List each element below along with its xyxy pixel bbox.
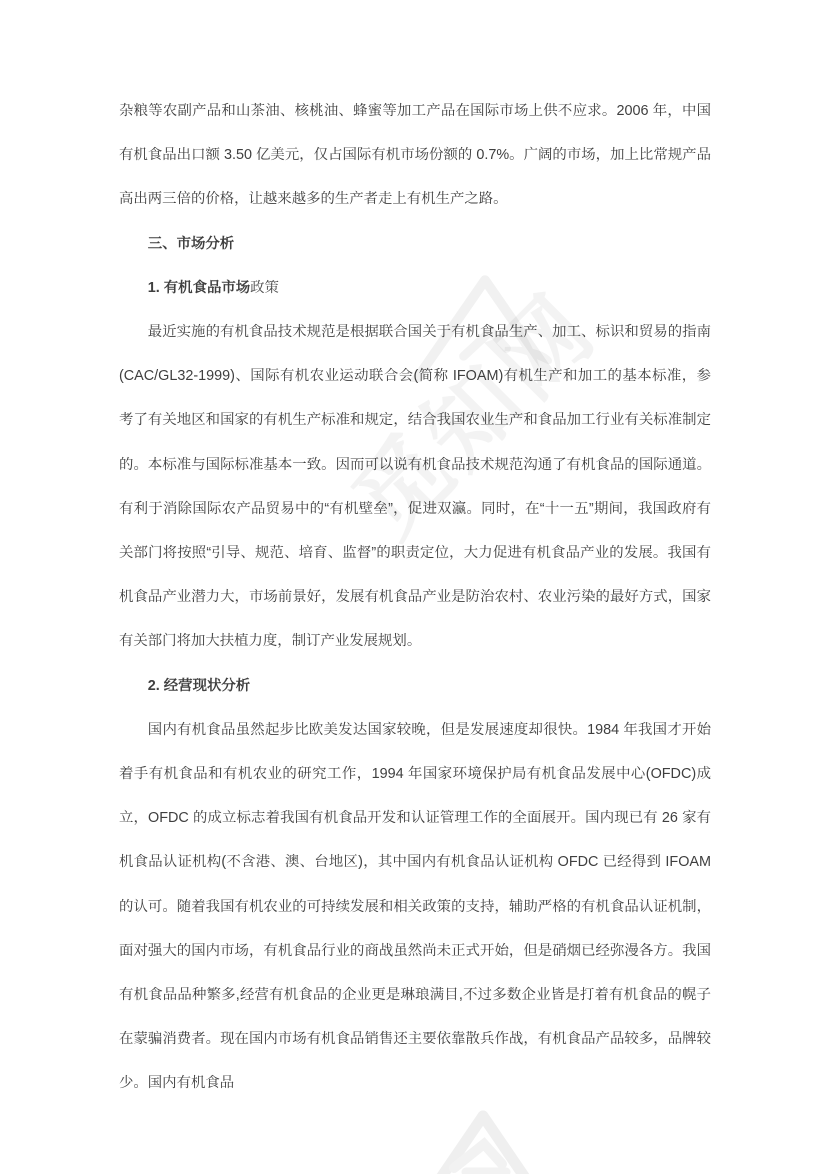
paragraph-operation-status: 国内有机食品虽然起步比欧美发达国家较晚，但是发展速度却很快。1984 年我国才开始着手有机食品和有机农业的研究工作，1994 年国家环境保护局有机食品发展中心(OFDC)成立，OFDC 的成立标志着我国有机食品开发和认证管理工作的全面展开。国内现已有 26 家有机食品认证机构(不含港、澳、台地区)，其中国内有机食品认证机构 OFDC 已经得到 IFOAM 的认可。随着我国有机农业的可持续发展和相关政策的支持，辅助严格的有机食品认证机制，面对强大的国内市场，有机食品行业的商战虽然尚未正式开始，但是硝烟已经弥漫各方。我国有机食品品种繁多,经营有机食品的企业更是琳琅满目,不过多数企业皆是打着有机食品的幌子在蒙骗消费者。现在国内市场有机食品销售还主要依靠散兵作战，有机食品产品较多，品牌较少。国内有机食品 (119, 721, 711, 1092)
paragraph-market-supply: 杂粮等农副产品和山茶油、核桃油、蜂蜜等加工产品在国际市场上供不应求。2006 年，中国有机食品出口额 3.50 亿美元，仅占国际有机市场份额的 0.7%。广阔的市场，加上比常规产品高出两三倍的价格，让越来越多的生产者走上有机生产之路。 (119, 103, 711, 208)
paragraph-policy-standards: 最近实施的有机食品技术规范是根据联合国关于有机食品生产、加工、标识和贸易的指南(CAC/GL32-1999)、国际有机农业运动联合会(简称 IFOAM)有机生产和加工的基本标准，参考了有关地区和国家的有机生产标准和规定，结合我国农业生产和食品加工行业有关标准制定的。本标准与国际标准基本一致。因而可以说有机食品技术规范沟通了有机食品的国际通道。有利于消除国际农产品贸易中的“有机壁垒”，促进双瀛。同时，在“十一五”期间，我国政府有关部门将按照“引导、规范、培育、监督”的职责定位，大力促进有机食品产业的发展。我国有机食品产业潜力大，市场前景好，发展有机食品产业是防治农村、农业污染的最好方式，国家有关部门将加大扶植力度，制订产业发展规划。 (119, 324, 711, 650)
subsection-heading-normal-part: 政策 (250, 279, 279, 296)
subsection-heading-operation-status: 2. 经营现状分析 (147, 677, 251, 694)
section-heading-market-analysis: 三、市场分析 (147, 235, 235, 252)
subsection-heading-bold-part: 1. 有机食品市场 (147, 279, 251, 296)
page-content (119, 89, 711, 1106)
watermark-mountain-icon-bottom (388, 1106, 578, 1174)
subsection-heading-market-policy (119, 266, 711, 310)
